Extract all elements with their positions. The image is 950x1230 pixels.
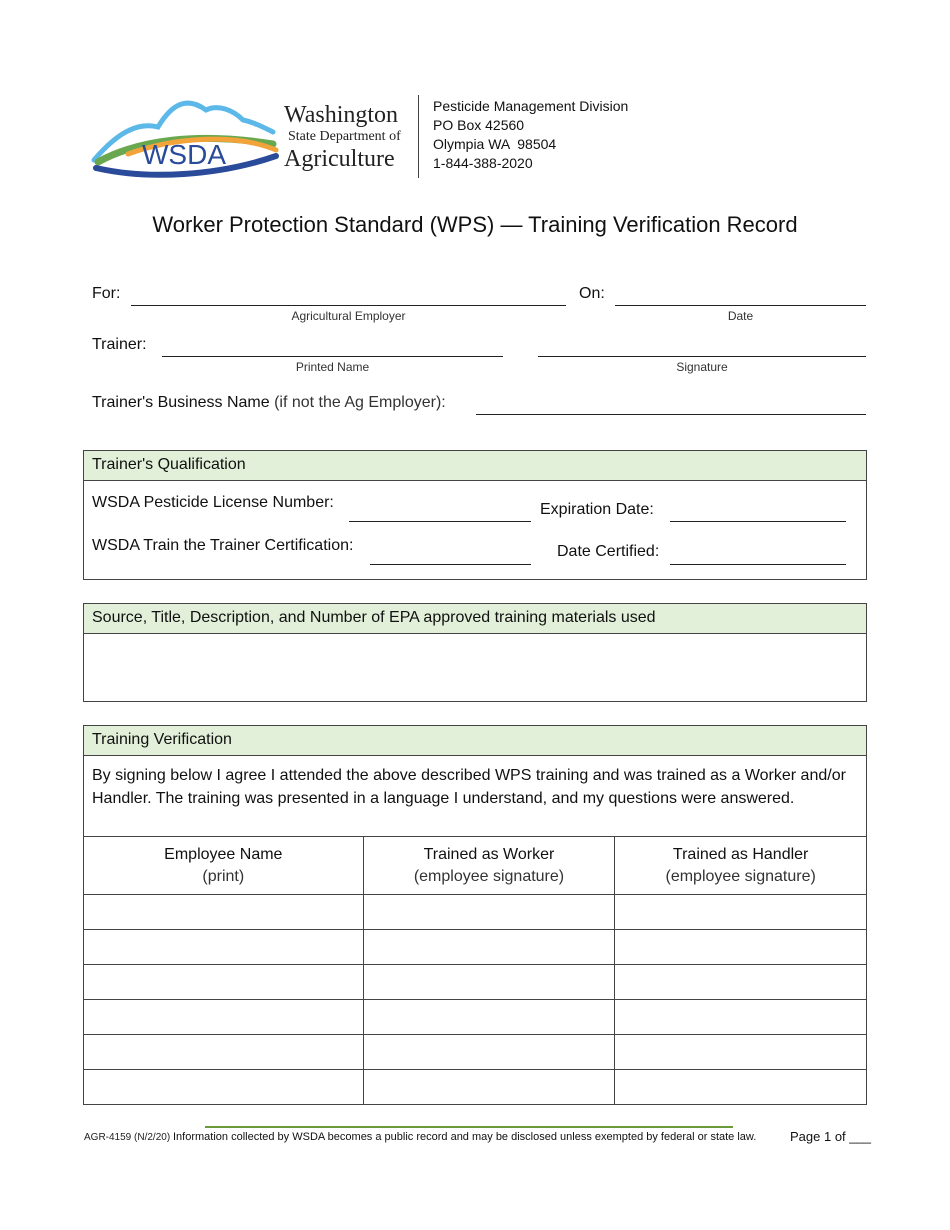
date-caption: Date [727,309,754,323]
column-header-sub: (print) [202,867,245,885]
column-header-title: Trained as Worker [423,845,555,863]
on-label: On: [579,285,605,302]
verification-section [83,725,867,837]
employee-name-cell[interactable] [84,895,364,930]
materials-input-area[interactable] [84,634,866,701]
employee-name-cell[interactable] [84,1070,364,1105]
date-certified-label: Date Certified: [557,543,660,560]
for-label: For: [92,285,121,302]
expiration-date-label: Expiration Date: [540,501,654,518]
column-header-title: Trained as Handler [672,845,809,863]
logo-line3: Agriculture [284,146,395,172]
employee-name-cell[interactable] [84,965,364,1000]
trainer-signature-field[interactable] [538,356,866,357]
trainer-name-field[interactable] [162,356,503,357]
business-label-main: Trainer's Business Name [92,394,270,411]
worker-signature-cell[interactable] [363,930,615,965]
for-employer-field[interactable] [131,305,566,306]
table-row [84,1070,867,1105]
business-label-note: (if not the Ag Employer): [269,394,446,411]
column-header-employee-name [84,837,364,895]
phone-number: 1-844-388-2020 [433,155,533,171]
table-row [84,1035,867,1070]
page-title: Worker Protection Standard (WPS) — Training Verification Record [152,212,798,237]
qualification-section [83,450,867,580]
handler-signature-cell[interactable] [615,1070,867,1105]
table-row [84,930,867,965]
handler-signature-cell[interactable] [615,1000,867,1035]
business-name-label [92,394,446,412]
expiration-date-field[interactable] [670,521,846,522]
wsda-logo-mark-icon [88,92,283,182]
employee-name-cell[interactable] [84,1000,364,1035]
verification-heading: Training Verification [84,726,866,756]
printed-name-caption: Printed Name [295,360,370,374]
worker-signature-cell[interactable] [363,965,615,1000]
table-row [84,965,867,1000]
table-header-row [84,837,867,895]
employee-signature-table [83,836,867,1105]
business-name-field[interactable] [476,414,866,415]
column-header-title: Employee Name [164,845,283,863]
city-state-zip: Olympia WA 98504 [433,136,557,152]
footer-rule [205,1126,733,1128]
division-address [433,97,628,173]
signature-caption: Signature [676,360,728,374]
employee-name-cell[interactable] [84,1035,364,1070]
logo-line2: State Department of [288,129,401,144]
employee-name-cell[interactable] [84,930,364,965]
worker-signature-cell[interactable] [363,1035,615,1070]
materials-section [83,603,867,702]
ttt-certification-label: WSDA Train the Trainer Certification: [92,537,354,554]
worker-signature-cell[interactable] [363,1070,615,1105]
handler-signature-cell[interactable] [615,1035,867,1070]
page-number: Page 1 of ___ [790,1129,871,1144]
footer-form-id: AGR-4159 (N/2/20) [84,1132,171,1143]
materials-heading: Source, Title, Description, and Number of EPA approved training materials used [84,604,866,634]
footer-notice: Information collected by WSDA becomes a public record and may be disclosed unless exempted by federal or state law. [173,1131,757,1143]
employer-caption: Agricultural Employer [291,309,406,323]
date-certified-field[interactable] [670,564,846,565]
license-number-label: WSDA Pesticide License Number: [92,494,334,511]
table-row [84,895,867,930]
license-number-field[interactable] [349,521,531,522]
handler-signature-cell[interactable] [615,930,867,965]
logo-acronym-text: WSDA [142,139,226,170]
column-header-sub: (employee signature) [665,867,816,885]
column-header-trained-worker [363,837,615,895]
division-name: Pesticide Management Division [433,98,629,114]
logo-wordmark [284,102,409,172]
worker-signature-cell[interactable] [363,1000,615,1035]
verification-statement: By signing below I agree I attended the above described WPS training and was trained as a Worker and/or Handler. The training was presented in a language I understand, and my questions were answered. [92,767,846,807]
handler-signature-cell[interactable] [615,965,867,1000]
table-row [84,1000,867,1035]
qualification-heading: Trainer's Qualification [84,451,866,481]
on-date-field[interactable] [615,305,866,306]
column-header-sub: (employee signature) [413,867,565,885]
logo-line1: Washington [284,102,399,128]
ttt-certification-field[interactable] [370,564,531,565]
trainer-label: Trainer: [92,336,147,353]
column-header-trained-handler [615,837,867,895]
handler-signature-cell[interactable] [615,895,867,930]
header-divider [418,95,419,178]
worker-signature-cell[interactable] [363,895,615,930]
po-box: PO Box 42560 [433,117,525,133]
wsda-logo [88,92,408,182]
